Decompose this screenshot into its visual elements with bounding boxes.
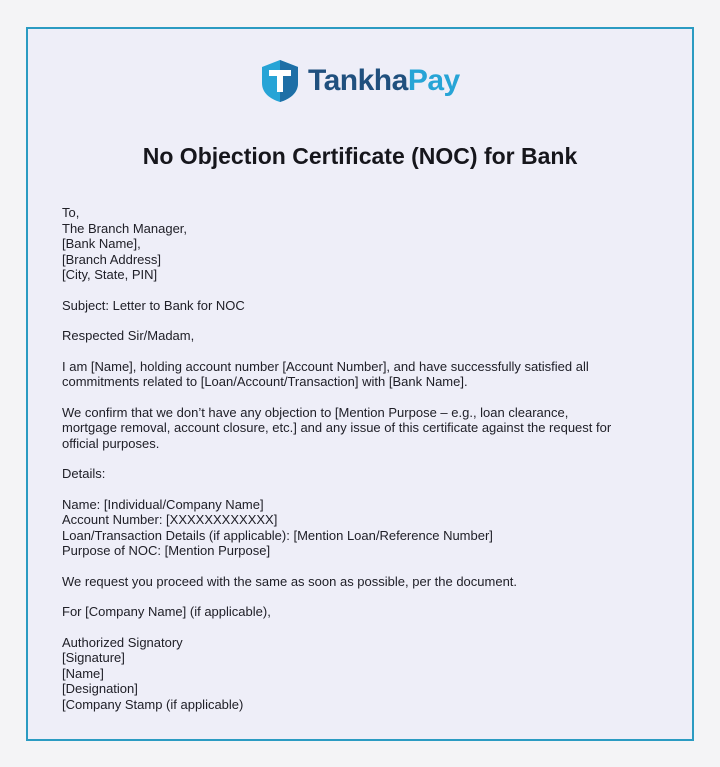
signature-line: [Designation]	[62, 681, 138, 696]
subject-line: Subject: Letter to Bank for NOC	[62, 297, 245, 313]
closing-line: For [Company Name] (if applicable),	[62, 604, 271, 619]
address-block	[62, 205, 672, 283]
paragraph-line: official purposes.	[62, 435, 160, 451]
document-title: No Objection Certificate (NOC) for Bank	[142, 143, 578, 169]
document-frame	[26, 27, 694, 741]
request-line: We request you proceed with the same as soon as possible, per the document.	[62, 573, 518, 589]
address-line: The Branch Manager,	[62, 220, 188, 236]
details-heading: Details:	[62, 466, 106, 481]
brand-name-part1: Tankha	[308, 64, 408, 97]
detail-line: Name: [Individual/Company Name]	[62, 496, 264, 512]
address-line: To,	[62, 205, 80, 220]
address-line: [Branch Address]	[62, 251, 161, 267]
paragraph-line: commitments related to [Loan/Account/Transaction] with [Bank Name].	[62, 374, 468, 389]
detail-line: Purpose of NOC: [Mention Purpose]	[62, 543, 271, 558]
signature-line: [Company Stamp (if applicable)	[62, 696, 244, 712]
detail-line: Account Number: [XXXXXXXXXXXX]	[62, 512, 278, 527]
brand-name	[308, 59, 460, 103]
paragraph-2	[62, 405, 672, 452]
salutation: Respected Sir/Madam,	[62, 328, 195, 343]
paragraph-line: We confirm that we don’t have any objection to [Mention Purpose – e.g., loan clearance,	[62, 404, 569, 420]
address-line: [City, State, PIN]	[62, 267, 158, 282]
paragraph-1	[62, 359, 672, 390]
brand-logo	[260, 59, 460, 103]
address-line: [Bank Name],	[62, 236, 141, 251]
signature-line: Authorized Signatory	[62, 634, 183, 650]
paragraph-line: I am [Name], holding account number [Account Number], and have successfully satisfied all	[62, 358, 589, 374]
signature-line: [Signature]	[62, 650, 125, 665]
signature-block	[62, 635, 672, 713]
brand-name-part2: Pay	[407, 64, 460, 97]
detail-line: Loan/Transaction Details (if applicable): [Mention Loan/Reference Number]	[62, 527, 493, 543]
letter-body	[62, 205, 672, 712]
paragraph-line: mortgage removal, account closure, etc.] and any issue of this certificate against the request for	[62, 420, 612, 435]
details-block	[62, 497, 672, 559]
signature-line: [Name]	[62, 665, 104, 681]
shield-t-logo-icon	[260, 59, 300, 103]
